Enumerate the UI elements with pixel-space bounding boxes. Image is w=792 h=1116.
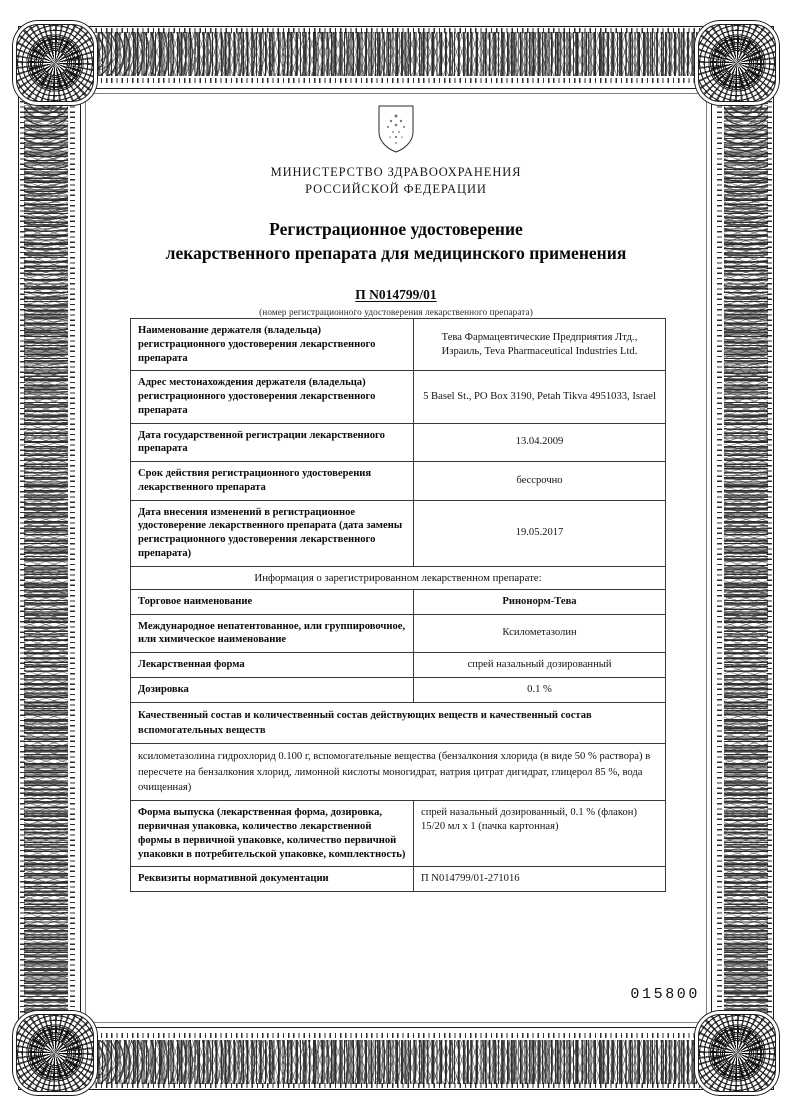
comb-rim-top-outer [80,28,712,33]
table-row [131,500,666,566]
table-row [131,371,666,423]
comb-rim-top-inner [80,78,712,83]
comb-rim-right-inner [717,88,722,1028]
guilloche-band-top [80,32,712,76]
row-label: Международное непатентованное, или группировочное, или химическое наименование [131,614,414,653]
row-label: Реквизиты нормативной документации [131,867,414,892]
row-label: Наименование держателя (владельца) регистрационного удостоверения лекарственного препарата [131,319,414,371]
corner-rosette-bottom-right [694,1010,780,1096]
page-title [96,217,696,265]
row-label: Дозировка [131,677,414,702]
row-label: Дата внесения изменений в регистрационное удостоверение лекарственного препарата (дата замены регистрационного удостоверения лекарственного препарата) [131,500,414,566]
table-row [131,589,666,614]
serial-number: 015800 [630,986,700,1003]
row-label: Дата государственной регистрации лекарственного препарата [131,423,414,462]
corner-rosette-top-right [694,20,780,106]
row-value: П N014799/01-271016 [414,867,666,892]
comb-rim-left-outer [20,88,25,1028]
guilloche-band-right [724,88,768,1028]
corner-rosette-bottom-left [12,1010,98,1096]
corner-rosette-top-left [12,20,98,106]
doc-title-line-2: лекарственного препарата для медицинского применения [165,243,627,264]
ministry-name [96,164,696,197]
row-label: Торговое наименование [131,589,414,614]
row-value: 13.04.2009 [414,423,666,462]
row-value: 19.05.2017 [414,500,666,566]
registration-number-caption: (номер регистрационного удостоверения лекарственного препарата) [259,307,533,318]
guilloche-band-bottom [80,1040,712,1084]
row-value: спрей назальный дозированный, 0.1 % (флакон) 15/20 мл х 1 (пачка картонная) [414,801,666,867]
table-row [131,867,666,892]
comb-rim-bottom-inner [80,1033,712,1038]
comb-rim-left-inner [70,88,75,1028]
document-header [96,104,696,317]
section-heading: Информация о зарегистрированном лекарственном препарате: [131,566,666,589]
ministry-line-1: МИНИСТЕРСТВО ЗДРАВООХРАНЕНИЯ [270,165,522,179]
row-value: 5 Basel St., PO Box 3190, Petah Tikva 4951033, Israel [414,371,666,423]
composition-text: ксилометазолина гидрохлорид 0.100 г, вспомогательные вещества (бензалкония хлорида (в виде 50 % раствора) в пересчете на бензалкония хлорид, лимонной кислоты моногидрат, натрия цитрат дигидрат, глицерол 85 %, вода очищенная) [131,744,666,801]
row-value: Ксилометазолин [414,614,666,653]
table-row [131,801,666,867]
table-row [131,423,666,462]
coat-of-arms-icon [376,104,416,154]
doc-title-line-1: Регистрационное удостоверение [269,219,523,239]
registration-table [130,318,666,892]
row-value: спрей назальный дозированный [414,653,666,678]
row-label: Срок действия регистрационного удостоверения лекарственного препарата [131,462,414,501]
table-row [131,653,666,678]
comb-rim-right-outer [767,88,772,1028]
row-value: Ринонорм-Тева [414,589,666,614]
table-row [131,319,666,371]
table-body [131,319,666,892]
row-value: бессрочно [414,462,666,501]
comb-rim-bottom-outer [80,1083,712,1088]
row-value: 0.1 % [414,677,666,702]
row-label: Адрес местонахождения держателя (владельца) регистрационного удостоверения лекарственного препарата [131,371,414,423]
composition-heading-row [131,702,666,744]
guilloche-band-left [24,88,68,1028]
table-row [131,614,666,653]
section-heading-row [131,566,666,589]
row-label: Форма выпуска (лекарственная форма, дозировка, первичная упаковка, количество лекарственной формы в первичной упаковке, количество первичной упаковки в потребительской упаковке, комплектность) [131,801,414,867]
registration-number: П N014799/01 [355,287,437,303]
composition-heading: Качественный состав и количественный состав действующих веществ и качественный состав вспомогательных веществ [131,702,666,744]
row-label: Лекарственная форма [131,653,414,678]
table-row [131,677,666,702]
ministry-line-2: РОССИЙСКОЙ ФЕДЕРАЦИИ [305,181,487,196]
composition-text-row [131,744,666,801]
table-row [131,462,666,501]
row-value: Тева Фармацевтические Предприятия Лтд., Израиль, Teva Pharmaceutical Industries Ltd. [414,319,666,371]
